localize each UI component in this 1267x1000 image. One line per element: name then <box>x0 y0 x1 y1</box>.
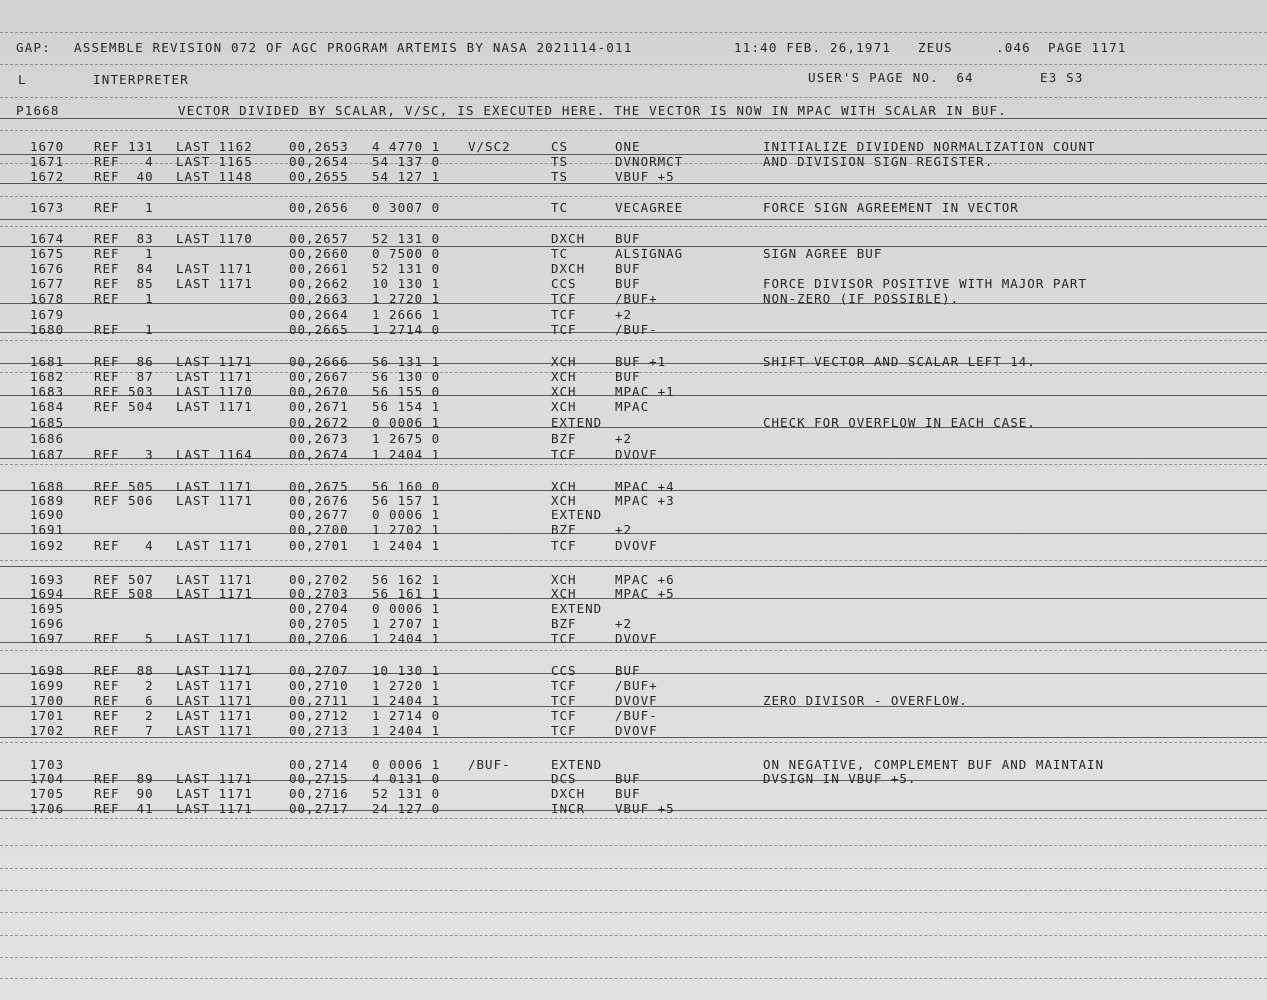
operand: BUF <box>615 261 641 276</box>
ref-count: REF 41 <box>94 801 154 816</box>
last-ref: LAST 1171 <box>176 369 253 384</box>
line-number: 1677 <box>30 276 65 291</box>
octal-code: 56 161 1 <box>372 586 441 601</box>
ref-count: REF 6 <box>94 693 154 708</box>
operand: /BUF- <box>615 322 658 337</box>
form-rule <box>0 64 1267 65</box>
octal-code: 56 131 1 <box>372 354 441 369</box>
octal-code: 56 162 1 <box>372 572 441 587</box>
octal-code: 0 7500 0 <box>372 246 441 261</box>
form-rule <box>0 868 1267 869</box>
last-ref: LAST 1171 <box>176 663 253 678</box>
operand: +2 <box>615 307 633 322</box>
gap-label: GAP: <box>16 40 51 55</box>
opcode: TCF <box>551 538 577 553</box>
form-rule <box>0 818 1267 819</box>
address: 00,2717 <box>289 801 349 816</box>
ref-count: REF 90 <box>94 786 154 801</box>
comment: DVSIGN IN VBUF +5. <box>763 771 917 786</box>
operand: MPAC +5 <box>615 586 675 601</box>
last-ref: LAST 1171 <box>176 708 253 723</box>
operand: +2 <box>615 431 633 446</box>
address: 00,2710 <box>289 678 349 693</box>
octal-code: 54 137 0 <box>372 154 441 169</box>
opcode: INCR <box>551 801 586 816</box>
operand: BUF <box>615 276 641 291</box>
line-number: 1687 <box>30 447 65 462</box>
form-rule <box>0 196 1267 197</box>
address: 00,2674 <box>289 447 349 462</box>
address: 00,2655 <box>289 169 349 184</box>
last-ref: LAST 1171 <box>176 586 253 601</box>
operand: BUF <box>615 369 641 384</box>
opcode: TCF <box>551 678 577 693</box>
form-rule <box>0 845 1267 846</box>
label: /BUF- <box>468 757 511 772</box>
line-number: 1682 <box>30 369 65 384</box>
octal-code: 0 0006 1 <box>372 415 441 430</box>
opcode: TCF <box>551 693 577 708</box>
line-number: 1695 <box>30 601 65 616</box>
opcode: BZF <box>551 522 577 537</box>
ref-count: REF 4 <box>94 154 154 169</box>
address: 00,2654 <box>289 154 349 169</box>
operand: /BUF+ <box>615 678 658 693</box>
opcode: EXTEND <box>551 757 603 772</box>
section-title: INTERPRETER <box>93 72 189 87</box>
section-description: VECTOR DIVIDED BY SCALAR, V/SC, IS EXECUTED HERE. THE VECTOR IS NOW IN MPAC WITH SCALAR IN BUF. <box>178 103 1007 118</box>
ref-count: REF 84 <box>94 261 154 276</box>
ref-count: REF 1 <box>94 291 154 306</box>
opcode: BZF <box>551 616 577 631</box>
line-number: 1690 <box>30 507 65 522</box>
ref-count: REF 1 <box>94 246 154 261</box>
ref-count: REF 507 <box>94 572 154 587</box>
last-ref: LAST 1170 <box>176 384 253 399</box>
line-number: 1697 <box>30 631 65 646</box>
octal-code: 56 130 0 <box>372 369 441 384</box>
last-ref: LAST 1171 <box>176 786 253 801</box>
machine-name: ZEUS <box>918 40 953 55</box>
log-letter: L <box>18 72 27 87</box>
last-ref: LAST 1164 <box>176 447 253 462</box>
ref-count: REF 87 <box>94 369 154 384</box>
opcode: CCS <box>551 276 577 291</box>
overstrike-rule <box>0 566 1267 567</box>
address: 00,2703 <box>289 586 349 601</box>
octal-code: 0 0006 1 <box>372 507 441 522</box>
overstrike-rule <box>0 118 1267 119</box>
line-number: 1672 <box>30 169 65 184</box>
opcode: XCH <box>551 384 577 399</box>
line-number: 1702 <box>30 723 65 738</box>
comment: AND DIVISION SIGN REGISTER. <box>763 154 994 169</box>
comment: FORCE DIVISOR POSITIVE WITH MAJOR PART <box>763 276 1087 291</box>
comment: CHECK FOR OVERFLOW IN EACH CASE. <box>763 415 1036 430</box>
operand: MPAC +3 <box>615 493 675 508</box>
operand: DVOVF <box>615 723 658 738</box>
octal-code: 0 0006 1 <box>372 757 441 772</box>
form-rule <box>0 957 1267 958</box>
opcode: TCF <box>551 307 577 322</box>
line-number: 1693 <box>30 572 65 587</box>
operand: ONE <box>615 139 641 154</box>
line-number: 1681 <box>30 354 65 369</box>
octal-code: 1 2720 1 <box>372 291 441 306</box>
line-number: 1689 <box>30 493 65 508</box>
octal-code: 52 131 0 <box>372 231 441 246</box>
operand: VBUF +5 <box>615 801 675 816</box>
overstrike-rule <box>0 533 1267 534</box>
last-ref: LAST 1171 <box>176 801 253 816</box>
operand: /BUF+ <box>615 291 658 306</box>
users-page: USER'S PAGE NO. 64 <box>808 70 974 85</box>
octal-code: 56 160 0 <box>372 479 441 494</box>
opcode: TCF <box>551 708 577 723</box>
address: 00,2712 <box>289 708 349 723</box>
last-ref: LAST 1171 <box>176 723 253 738</box>
octal-code: 1 2404 1 <box>372 538 441 553</box>
last-ref: LAST 1171 <box>176 276 253 291</box>
comment: SIGN AGREE BUF <box>763 246 883 261</box>
line-number: 1679 <box>30 307 65 322</box>
octal-code: 10 130 1 <box>372 663 441 678</box>
opcode: XCH <box>551 572 577 587</box>
address: 00,2706 <box>289 631 349 646</box>
line-number: 1691 <box>30 522 65 537</box>
line-number: 1686 <box>30 431 65 446</box>
octal-code: 1 2720 1 <box>372 678 441 693</box>
octal-code: 1 2707 1 <box>372 616 441 631</box>
operand: MPAC +1 <box>615 384 675 399</box>
line-number: 1703 <box>30 757 65 772</box>
octal-code: 1 2714 0 <box>372 708 441 723</box>
address: 00,2705 <box>289 616 349 631</box>
octal-code: 56 155 0 <box>372 384 441 399</box>
form-rule <box>0 742 1267 743</box>
opcode: DXCH <box>551 231 586 246</box>
opcode: XCH <box>551 399 577 414</box>
ref-count: REF 503 <box>94 384 154 399</box>
ref-count: REF 2 <box>94 708 154 723</box>
octal-code: 1 2404 1 <box>372 447 441 462</box>
ref-count: REF 85 <box>94 276 154 291</box>
comment: FORCE SIGN AGREEMENT IN VECTOR <box>763 200 1019 215</box>
octal-code: 1 2404 1 <box>372 723 441 738</box>
octal-code: 54 127 1 <box>372 169 441 184</box>
operand: DVOVF <box>615 631 658 646</box>
opcode: DCS <box>551 771 577 786</box>
octal-code: 52 131 0 <box>372 786 441 801</box>
last-ref: LAST 1171 <box>176 479 253 494</box>
operand: BUF <box>615 663 641 678</box>
operand: MPAC +4 <box>615 479 675 494</box>
line-number: 1694 <box>30 586 65 601</box>
opcode: DXCH <box>551 261 586 276</box>
opcode: XCH <box>551 354 577 369</box>
octal-code: 10 130 1 <box>372 276 441 291</box>
opcode: CS <box>551 139 569 154</box>
last-ref: LAST 1171 <box>176 354 253 369</box>
address: 00,2661 <box>289 261 349 276</box>
last-ref: LAST 1171 <box>176 538 253 553</box>
opcode: DXCH <box>551 786 586 801</box>
address: 00,2677 <box>289 507 349 522</box>
address: 00,2701 <box>289 538 349 553</box>
form-rule <box>0 130 1267 131</box>
octal-code: 52 131 0 <box>372 261 441 276</box>
line-number: 1675 <box>30 246 65 261</box>
last-ref: LAST 1165 <box>176 154 253 169</box>
ref-count: REF 508 <box>94 586 154 601</box>
comment: SHIFT VECTOR AND SCALAR LEFT 14. <box>763 354 1036 369</box>
job-number: .046 <box>996 40 1031 55</box>
opcode: TCF <box>551 322 577 337</box>
ref-count: REF 4 <box>94 538 154 553</box>
address: 00,2657 <box>289 231 349 246</box>
opcode: EXTEND <box>551 601 603 616</box>
ref-count: REF 40 <box>94 169 154 184</box>
form-rule <box>0 912 1267 913</box>
opcode: TCF <box>551 447 577 462</box>
operand: DVNORMCT <box>615 154 684 169</box>
last-ref: LAST 1171 <box>176 693 253 708</box>
form-rule <box>0 935 1267 936</box>
line-number: 1692 <box>30 538 65 553</box>
opcode: XCH <box>551 493 577 508</box>
octal-code: 1 2404 1 <box>372 693 441 708</box>
address: 00,2714 <box>289 757 349 772</box>
line-number: 1700 <box>30 693 65 708</box>
form-rule <box>0 650 1267 651</box>
address: 00,2673 <box>289 431 349 446</box>
address: 00,2671 <box>289 399 349 414</box>
line-number: 1701 <box>30 708 65 723</box>
form-rule <box>0 890 1267 891</box>
address: 00,2713 <box>289 723 349 738</box>
line-number: 1671 <box>30 154 65 169</box>
listing-title: ASSEMBLE REVISION 072 OF AGC PROGRAM ARTEMIS BY NASA 2021114-011 <box>74 40 633 55</box>
operand: ALSIGNAG <box>615 246 684 261</box>
octal-code: 0 3007 0 <box>372 200 441 215</box>
address: 00,2715 <box>289 771 349 786</box>
ref-count: REF 89 <box>94 771 154 786</box>
address: 00,2716 <box>289 786 349 801</box>
opcode: EXTEND <box>551 507 603 522</box>
ref-count: REF 7 <box>94 723 154 738</box>
opcode: CCS <box>551 663 577 678</box>
octal-code: 4 0131 0 <box>372 771 441 786</box>
form-rule <box>0 97 1267 98</box>
operand: DVOVF <box>615 693 658 708</box>
ref-count: REF 83 <box>94 231 154 246</box>
operand: BUF <box>615 231 641 246</box>
address: 00,2665 <box>289 322 349 337</box>
last-ref: LAST 1171 <box>176 399 253 414</box>
last-ref: LAST 1171 <box>176 678 253 693</box>
operand: BUF <box>615 771 641 786</box>
octal-code: 1 2714 0 <box>372 322 441 337</box>
last-ref: LAST 1171 <box>176 771 253 786</box>
ref-count: REF 505 <box>94 479 154 494</box>
opcode: TS <box>551 169 569 184</box>
last-ref: LAST 1170 <box>176 231 253 246</box>
address: 00,2663 <box>289 291 349 306</box>
last-ref: LAST 1148 <box>176 169 253 184</box>
line-number: 1673 <box>30 200 65 215</box>
line-number: 1696 <box>30 616 65 631</box>
comment: NON-ZERO (IF POSSIBLE). <box>763 291 960 306</box>
last-ref: LAST 1171 <box>176 572 253 587</box>
address: 00,2704 <box>289 601 349 616</box>
line-number: 1683 <box>30 384 65 399</box>
line-number: 1674 <box>30 231 65 246</box>
ref-count: REF 504 <box>94 399 154 414</box>
operand: DVOVF <box>615 538 658 553</box>
comment: ZERO DIVISOR - OVERFLOW. <box>763 693 968 708</box>
octal-code: 0 0006 1 <box>372 601 441 616</box>
operand: VECAGREE <box>615 200 684 215</box>
line-number: 1684 <box>30 399 65 414</box>
operand: DVOVF <box>615 447 658 462</box>
operand: MPAC +6 <box>615 572 675 587</box>
operand: VBUF +5 <box>615 169 675 184</box>
octal-code: 1 2404 1 <box>372 631 441 646</box>
opcode: TC <box>551 200 569 215</box>
ref-count: REF 1 <box>94 322 154 337</box>
address: 00,2675 <box>289 479 349 494</box>
e3-s3: E3 S3 <box>1040 70 1084 85</box>
ref-count: REF 2 <box>94 678 154 693</box>
opcode: XCH <box>551 369 577 384</box>
page-ref: P1668 <box>16 103 60 118</box>
form-rule <box>0 226 1267 227</box>
operand: BUF +1 <box>615 354 667 369</box>
operand: MPAC <box>615 399 650 414</box>
overstrike-rule <box>0 219 1267 220</box>
comment: ON NEGATIVE, COMPLEMENT BUF AND MAINTAIN <box>763 757 1105 772</box>
opcode: TC <box>551 246 569 261</box>
opcode: TS <box>551 154 569 169</box>
last-ref: LAST 1171 <box>176 493 253 508</box>
address: 00,2660 <box>289 246 349 261</box>
address: 00,2664 <box>289 307 349 322</box>
ref-count: REF 131 <box>94 139 154 154</box>
line-number: 1704 <box>30 771 65 786</box>
last-ref: LAST 1162 <box>176 139 253 154</box>
address: 00,2700 <box>289 522 349 537</box>
opcode: XCH <box>551 586 577 601</box>
address: 00,2662 <box>289 276 349 291</box>
page-number: PAGE 1171 <box>1048 40 1127 55</box>
opcode: XCH <box>551 479 577 494</box>
octal-code: 1 2675 0 <box>372 431 441 446</box>
octal-code: 24 127 0 <box>372 801 441 816</box>
line-number: 1670 <box>30 139 65 154</box>
octal-code: 1 2666 1 <box>372 307 441 322</box>
address: 00,2676 <box>289 493 349 508</box>
ref-count: REF 5 <box>94 631 154 646</box>
line-number: 1706 <box>30 801 65 816</box>
form-rule <box>0 560 1267 561</box>
overstrike-rule <box>0 427 1267 428</box>
last-ref: LAST 1171 <box>176 261 253 276</box>
operand: +2 <box>615 616 633 631</box>
octal-code: 56 157 1 <box>372 493 441 508</box>
octal-code: 56 154 1 <box>372 399 441 414</box>
address: 00,2702 <box>289 572 349 587</box>
address: 00,2711 <box>289 693 349 708</box>
address: 00,2672 <box>289 415 349 430</box>
operand: BUF <box>615 786 641 801</box>
opcode: EXTEND <box>551 415 603 430</box>
ref-count: REF 86 <box>94 354 154 369</box>
ref-count: REF 1 <box>94 200 154 215</box>
comment: INITIALIZE DIVIDEND NORMALIZATION COUNT <box>763 139 1096 154</box>
opcode: TCF <box>551 631 577 646</box>
operand: +2 <box>615 522 633 537</box>
ref-count: REF 3 <box>94 447 154 462</box>
listing-time: 11:40 FEB. 26,1971 <box>734 40 892 55</box>
line-number: 1688 <box>30 479 65 494</box>
address: 00,2707 <box>289 663 349 678</box>
octal-code: 4 4770 1 <box>372 139 441 154</box>
form-rule <box>0 340 1267 341</box>
ref-count: REF 506 <box>94 493 154 508</box>
address: 00,2670 <box>289 384 349 399</box>
last-ref: LAST 1171 <box>176 631 253 646</box>
opcode: TCF <box>551 291 577 306</box>
ref-count: REF 88 <box>94 663 154 678</box>
line-number: 1685 <box>30 415 65 430</box>
form-rule <box>0 978 1267 979</box>
operand: /BUF- <box>615 708 658 723</box>
address: 00,2656 <box>289 200 349 215</box>
form-rule <box>0 32 1267 33</box>
address: 00,2667 <box>289 369 349 384</box>
line-number: 1699 <box>30 678 65 693</box>
line-number: 1698 <box>30 663 65 678</box>
line-number: 1676 <box>30 261 65 276</box>
opcode: BZF <box>551 431 577 446</box>
address: 00,2666 <box>289 354 349 369</box>
octal-code: 1 2702 1 <box>372 522 441 537</box>
opcode: TCF <box>551 723 577 738</box>
label: V/SC2 <box>468 139 511 154</box>
line-number: 1678 <box>30 291 65 306</box>
line-number: 1705 <box>30 786 65 801</box>
line-number: 1680 <box>30 322 65 337</box>
address: 00,2653 <box>289 139 349 154</box>
form-rule <box>0 464 1267 465</box>
